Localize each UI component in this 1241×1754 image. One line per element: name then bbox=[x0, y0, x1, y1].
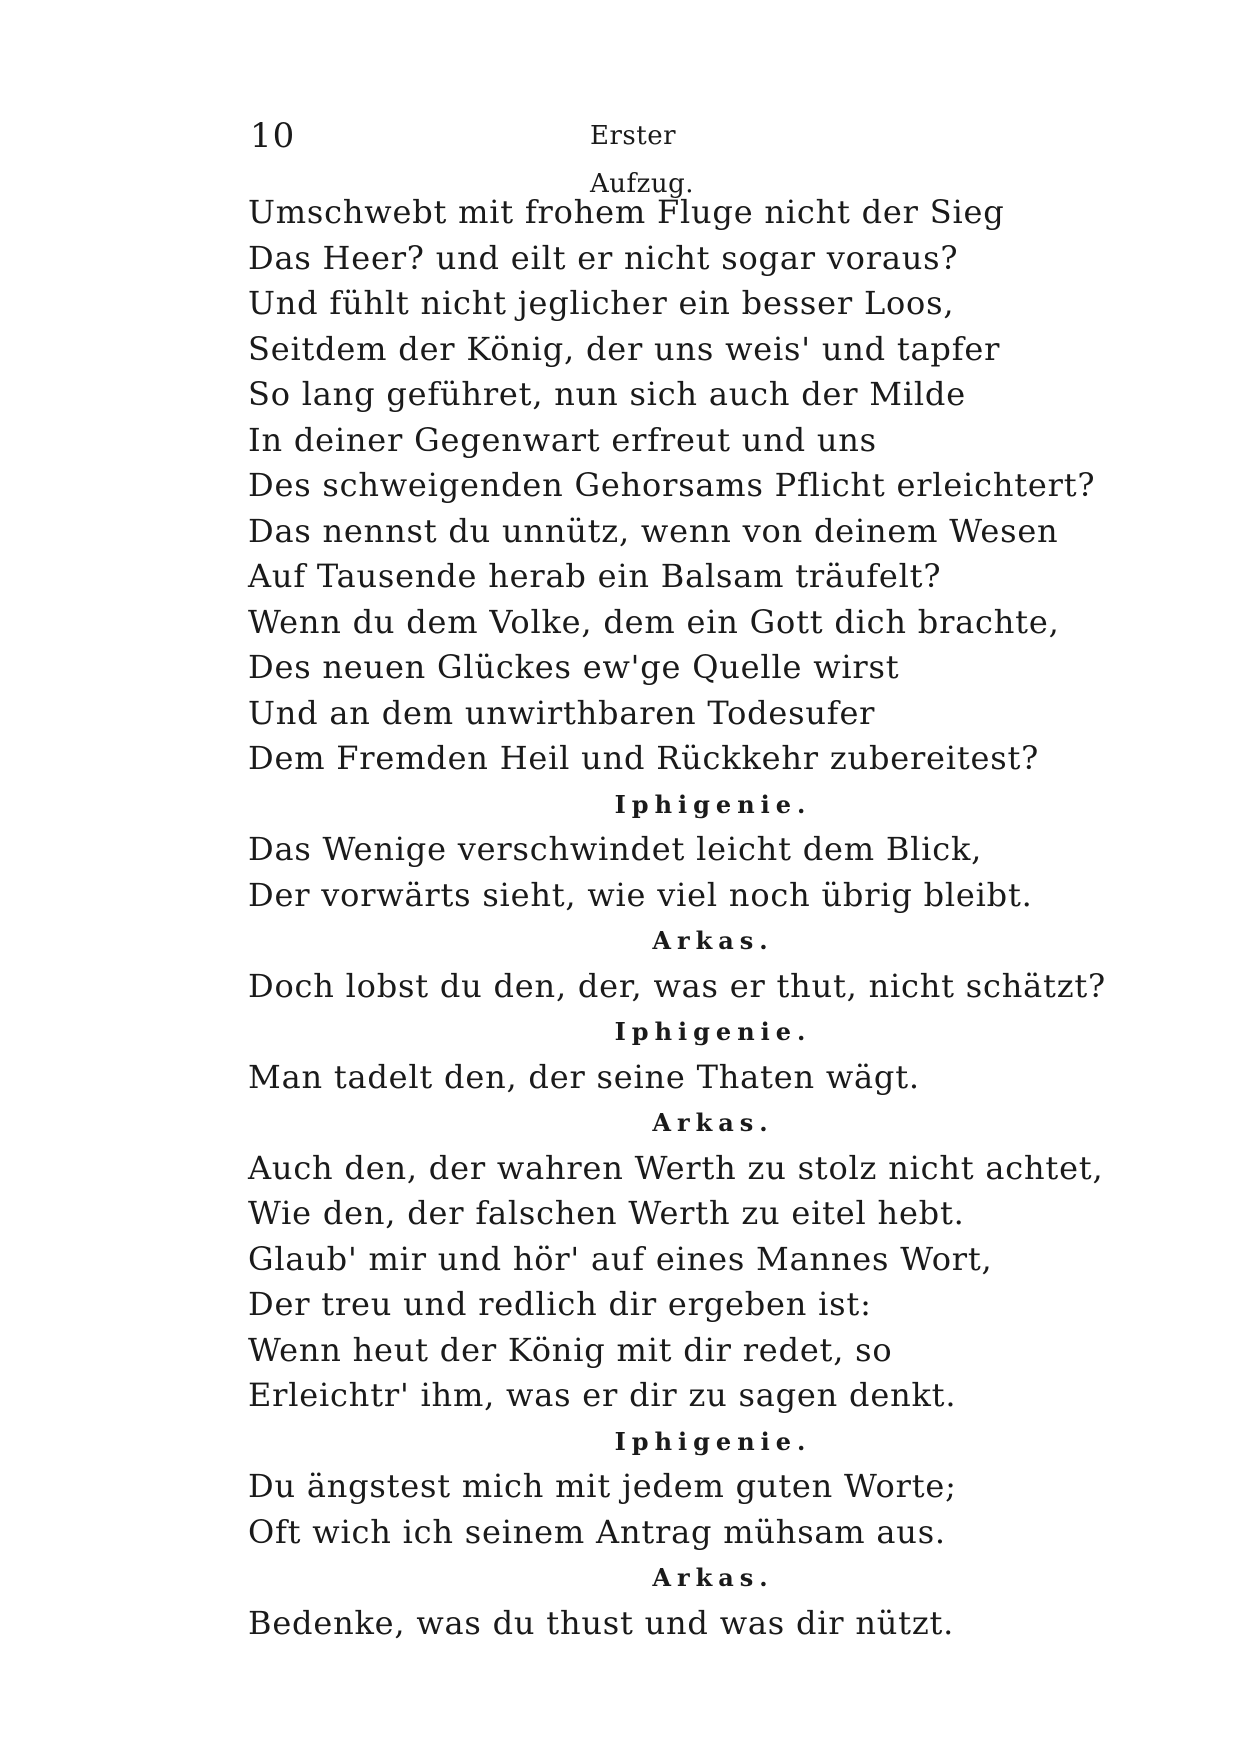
verse-line: Der vorwärts sieht, wie viel noch übrig bleibt. bbox=[248, 875, 1033, 914]
verse-line: Das nennst du unnütz, wenn von deinem Wesen bbox=[248, 511, 1059, 550]
speaker-name: Arkas. bbox=[652, 926, 774, 955]
verse-line: In deiner Gegenwart erfreut und uns bbox=[248, 420, 877, 459]
running-head: Erster Aufzug. bbox=[590, 121, 694, 199]
speaker-name: Arkas. bbox=[652, 1563, 774, 1592]
page-number: 10 bbox=[250, 116, 296, 156]
verse-line: Seitdem der König, der uns weis' und tapfer bbox=[248, 329, 1001, 368]
verse-line: Auch den, der wahren Werth zu stolz nicht achtet, bbox=[248, 1148, 1104, 1187]
verse-line: Der treu und redlich dir ergeben ist: bbox=[248, 1285, 872, 1323]
verse-line: Wenn heut der König mit dir redet, so bbox=[248, 1330, 893, 1369]
verse-line: Des schweigenden Gehorsams Pflicht erleichtert? bbox=[248, 466, 1096, 504]
verse-line: Erleichtr' ihm, was er dir zu sagen denkt. bbox=[248, 1376, 957, 1414]
page-header bbox=[250, 112, 760, 199]
verse-line: Das Heer? und eilt er nicht sogar voraus? bbox=[248, 238, 959, 277]
verse-line: Wenn du dem Volke, dem ein Gott dich brachte, bbox=[248, 602, 1060, 641]
speaker-name: Arkas. bbox=[652, 1108, 774, 1137]
verse-line: Du ängstest mich mit jedem guten Worte; bbox=[248, 1467, 957, 1505]
verse-line: So lang geführet, nun sich auch der Milde bbox=[248, 375, 966, 413]
verse-line: Man tadelt den, der seine Thaten wägt. bbox=[248, 1057, 920, 1096]
verse-line: Umschwebt mit frohem Fluge nicht der Sieg bbox=[248, 193, 1005, 231]
verse-line: Glaub' mir und hör' auf eines Mannes Wort, bbox=[248, 1239, 993, 1278]
verse-line: Und an dem unwirthbaren Todesufer bbox=[248, 693, 876, 732]
verse-line: Oft wich ich seinem Antrag mühsam aus. bbox=[248, 1512, 946, 1551]
verse-line: Bedenke, was du thust und was dir nützt. bbox=[248, 1603, 955, 1642]
verse-line: Wie den, der falschen Werth zu eitel hebt. bbox=[248, 1194, 965, 1232]
speaker-name: Iphigenie. bbox=[614, 789, 812, 819]
verse-line: Auf Tausende herab ein Balsam träufelt? bbox=[248, 557, 942, 595]
verse-line: Das Wenige verschwindet leicht dem Blick, bbox=[248, 830, 983, 868]
verse-line: Dem Fremden Heil und Rückkehr zubereitest? bbox=[248, 739, 1040, 777]
speaker-name: Iphigenie. bbox=[614, 1426, 812, 1456]
verse-line: Des neuen Glückes ew'ge Quelle wirst bbox=[248, 648, 900, 686]
verse-line: Und fühlt nicht jeglicher ein besser Loos, bbox=[248, 284, 955, 322]
speaker-name: Iphigenie. bbox=[614, 1017, 812, 1046]
verse-text bbox=[248, 190, 1106, 1646]
verse-line: Doch lobst du den, der, was er thut, nicht schätzt? bbox=[248, 966, 1106, 1005]
